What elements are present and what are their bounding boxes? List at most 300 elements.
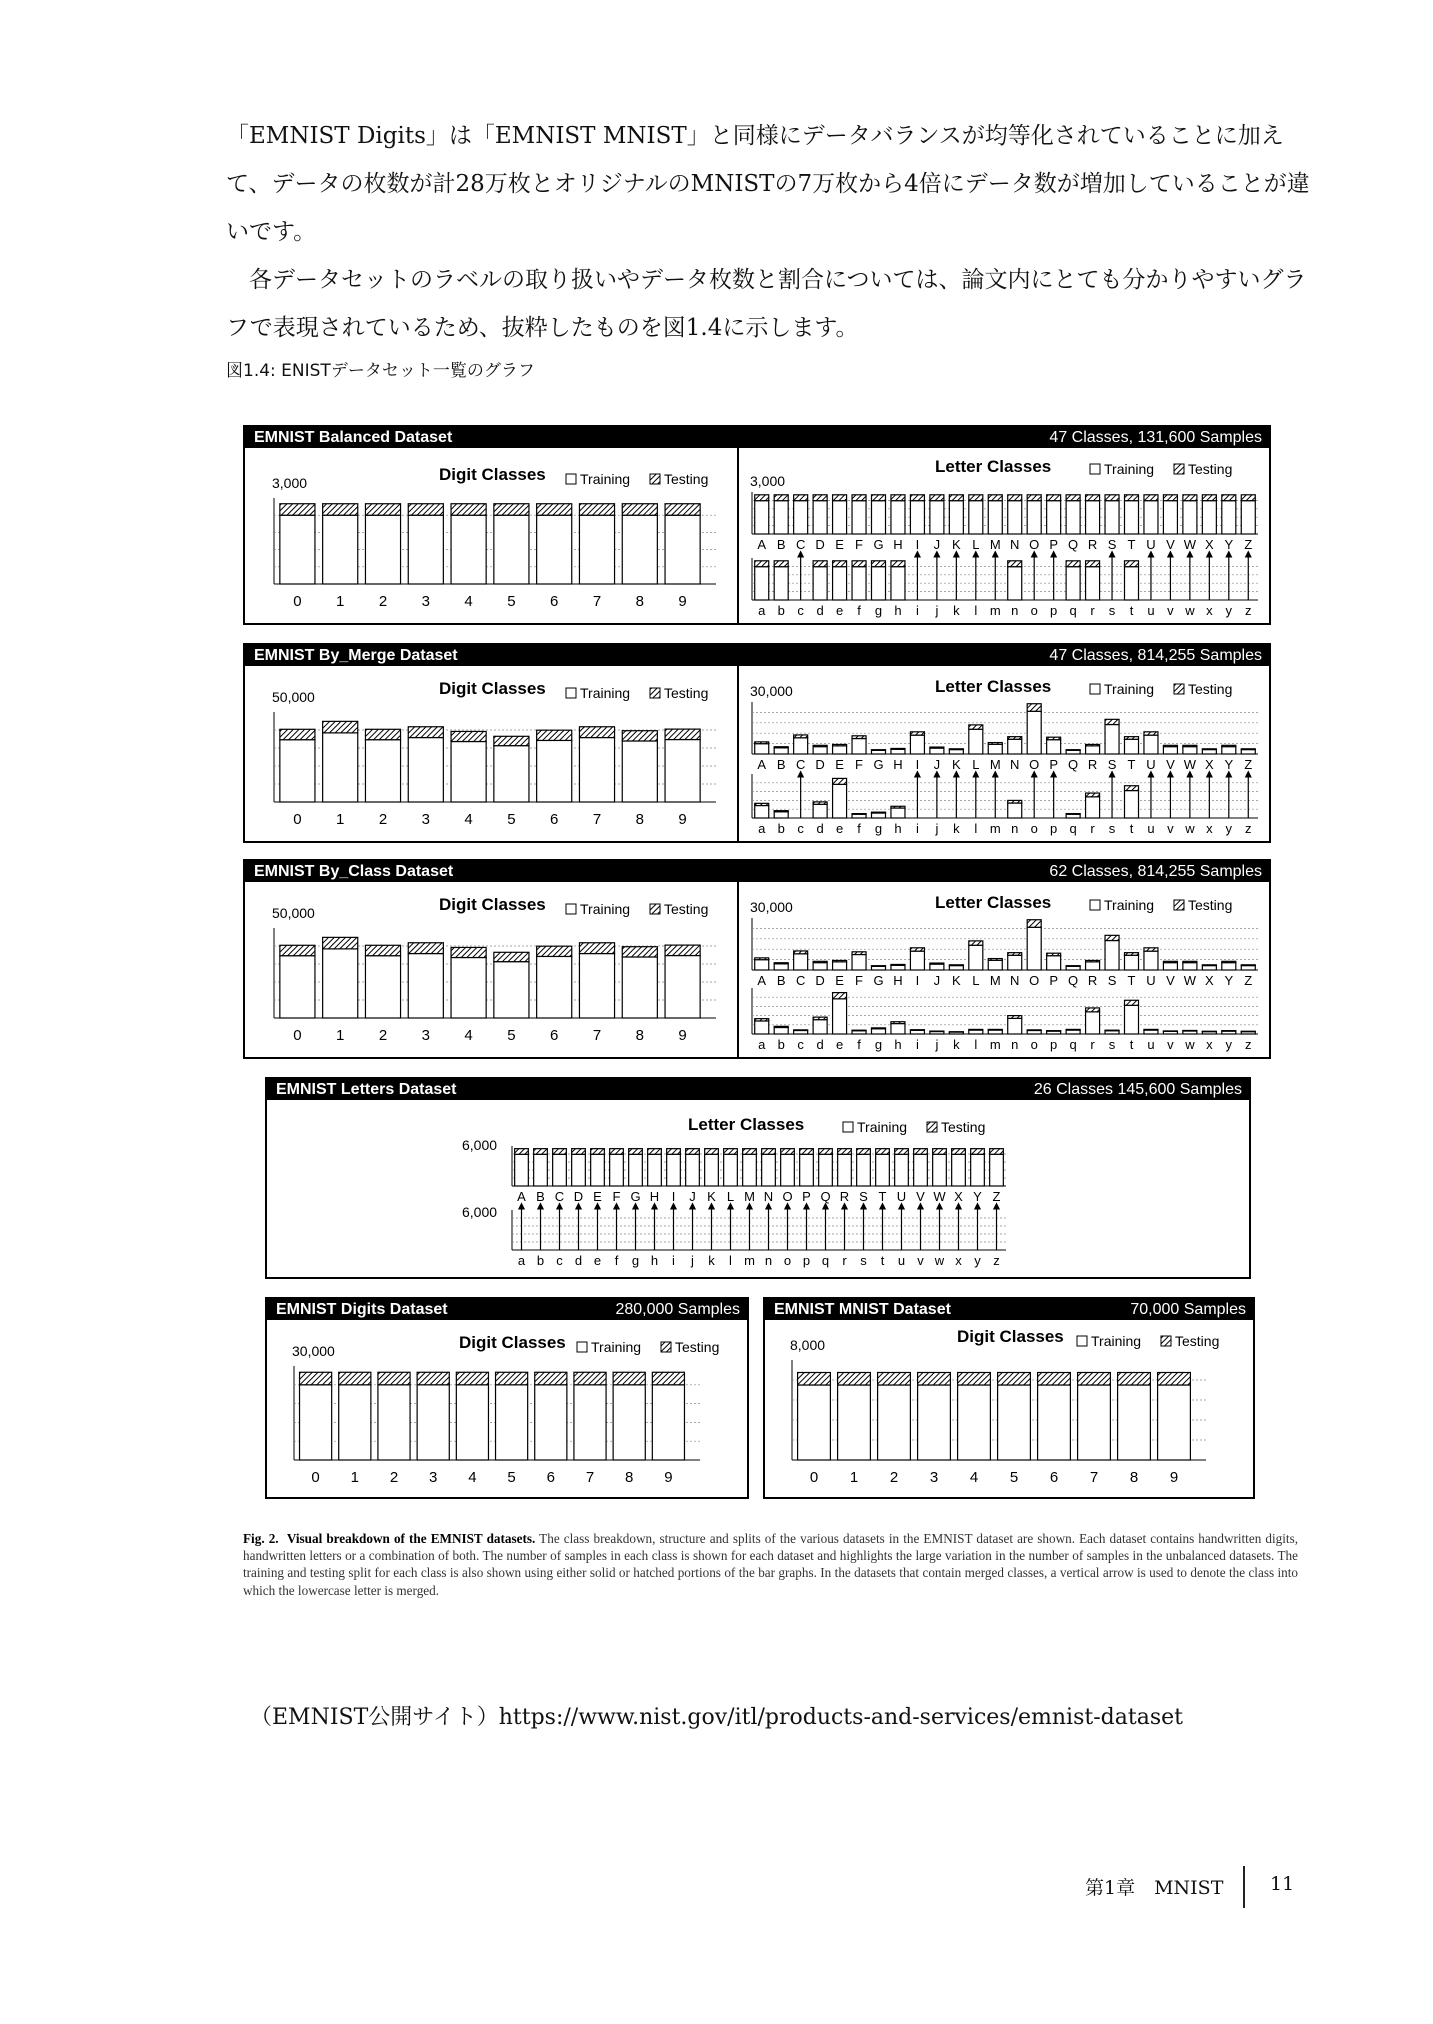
letter-lower-bar-testing <box>1086 1008 1100 1012</box>
upper-letter-tick: A <box>517 1189 526 1204</box>
lower-letter-tick: m <box>744 1253 755 1268</box>
digit-tick-label: 4 <box>468 1469 477 1486</box>
legend-testing-label: Testing <box>1188 897 1233 913</box>
lower-letter-tick: d <box>816 603 824 618</box>
lower-letter-tick: q <box>1069 1037 1077 1052</box>
legend-training-swatch <box>1090 464 1100 474</box>
letter-lower-bar-training <box>813 804 827 818</box>
letter-lower-bar-training <box>833 999 847 1034</box>
letter-lower-bar-testing <box>833 778 847 784</box>
letter-upper-bar-testing <box>1222 495 1236 501</box>
letter-upper-bar-testing <box>949 965 963 966</box>
lower-letter-tick: i <box>915 821 919 836</box>
legend-training-label: Training <box>591 1339 642 1355</box>
digit-bar-training <box>665 740 700 802</box>
letter-upper-bar-testing <box>743 1149 757 1155</box>
letter-lower-bar-training <box>1008 803 1022 818</box>
letter-lower-bar-testing <box>813 802 827 804</box>
letter-lower-bar-testing <box>1066 561 1080 567</box>
dataset-info: 47 Classes, 131,600 Samples <box>1049 429 1262 446</box>
digit-bar-testing <box>494 504 529 515</box>
digit-bar-testing <box>622 504 657 515</box>
upper-letter-tick: Y <box>973 1189 982 1204</box>
digit-tick-label: 5 <box>507 593 516 610</box>
lower-letter-tick: c <box>556 1253 563 1268</box>
letter-upper-bar-testing <box>686 1149 700 1155</box>
letter-lower-bar-training <box>891 1024 905 1034</box>
letter-upper-bar-testing <box>833 960 847 961</box>
letter-lower-bar-testing <box>871 561 885 567</box>
upper-letter-tick: T <box>1127 973 1136 988</box>
letter-chart-heading: Letter Classes <box>935 677 1052 696</box>
letter-upper-bar-testing <box>1047 737 1061 740</box>
letter-lower-bar-testing <box>1124 561 1138 567</box>
letter-upper-bar-training <box>1144 951 1158 970</box>
letter-upper-bar-testing <box>515 1149 529 1155</box>
letter-upper-bar-training <box>1008 739 1022 754</box>
digit-bar-training <box>613 1385 645 1460</box>
lower-letter-tick: v <box>917 1253 924 1268</box>
letter-upper-bar-training <box>591 1154 605 1186</box>
legend-training-label: Training <box>1104 681 1155 697</box>
upper-letter-tick: N <box>1010 537 1020 552</box>
upper-letter-tick: H <box>893 973 903 988</box>
digit-tick-label: 9 <box>678 593 687 610</box>
letter-upper-bar-training <box>762 1154 776 1186</box>
letter-lower-bar-training <box>891 808 905 818</box>
digit-tick-label: 0 <box>311 1469 320 1486</box>
lower-letter-tick: u <box>1147 1037 1155 1052</box>
letter-upper-bar-training <box>876 1154 890 1186</box>
lower-letter-tick: w <box>1185 821 1195 836</box>
letter-upper-bar-testing <box>969 941 983 945</box>
dataset-title: EMNIST Digits Dataset <box>276 1301 448 1318</box>
digit-bar-training <box>339 1385 371 1460</box>
digit-tick-label: 8 <box>625 1469 634 1486</box>
letter-upper-bar-training <box>1124 739 1138 754</box>
upper-letter-tick: C <box>795 973 806 988</box>
upper-letter-tick: M <box>989 973 1001 988</box>
letter-upper-bar-testing <box>1105 719 1119 724</box>
lower-letter-tick: b <box>777 1037 785 1052</box>
upper-letter-tick: Y <box>1224 537 1234 552</box>
upper-letter-tick: C <box>554 1189 565 1204</box>
letter-upper-bar-training <box>774 748 788 754</box>
digit-tick-label: 5 <box>1009 1469 1019 1486</box>
letter-upper-bar-testing <box>1163 745 1177 746</box>
lower-letter-tick: r <box>1090 1037 1095 1052</box>
letter-lower-bar-training <box>871 567 885 600</box>
letter-upper-bar-training <box>1222 747 1236 754</box>
legend-training-label: Training <box>1104 461 1155 477</box>
lower-letter-tick: f <box>614 1253 619 1268</box>
legend-training-label: Training <box>580 901 631 917</box>
upper-letter-tick: M <box>989 537 1001 552</box>
letter-upper-bar-testing <box>794 951 808 954</box>
upper-letter-tick: M <box>989 757 1001 772</box>
letter-upper-bar-testing <box>1027 920 1041 928</box>
lower-letter-tick: a <box>758 603 766 618</box>
upper-letter-tick: J <box>689 1189 696 1204</box>
letter-lower-bar-training <box>1124 1005 1138 1034</box>
letter-upper-bar-training <box>1124 955 1138 970</box>
lower-letter-tick: c <box>797 821 804 836</box>
letter-upper-bar-testing <box>1241 965 1255 966</box>
lower-letter-tick: c <box>797 1037 804 1052</box>
digit-bar-testing <box>579 943 614 954</box>
upper-letter-tick: K <box>707 1189 716 1204</box>
upper-letter-tick: I <box>915 973 920 988</box>
lower-letter-tick: v <box>1167 821 1174 836</box>
letter-upper-bar-testing <box>819 1149 833 1155</box>
letter-upper-bar-training <box>813 501 827 534</box>
lower-letter-tick: h <box>894 821 902 836</box>
legend-training-swatch <box>566 904 576 914</box>
letter-upper-bar-training <box>1105 501 1119 534</box>
letter-upper-bar-training <box>774 501 788 534</box>
digit-tick-label: 4 <box>464 811 473 828</box>
digit-bar-training <box>365 515 400 584</box>
upper-letter-tick: S <box>1107 973 1117 988</box>
digit-tick-label: 1 <box>849 1469 859 1486</box>
digit-bar-training <box>300 1385 332 1460</box>
letter-upper-bar-training <box>629 1154 643 1186</box>
legend-testing-label: Testing <box>1188 681 1233 697</box>
letter-lower-bar-training <box>833 784 847 818</box>
digit-tick-label: 3 <box>421 1027 430 1044</box>
digit-bar-training <box>622 957 657 1018</box>
source-link: （EMNIST公開サイト）https://www.nist.gov/itl/products-and-services/emnist-dataset <box>250 1705 1183 1730</box>
dataset-info: 47 Classes, 814,255 Samples <box>1049 647 1262 664</box>
letter-upper-bar-training <box>813 963 827 970</box>
digit-bar-training <box>665 956 700 1018</box>
legend-training-swatch <box>566 474 576 484</box>
letter-upper-bar-training <box>949 966 963 970</box>
letter-upper-bar-training <box>515 1154 529 1186</box>
upper-letter-tick: I <box>915 757 920 772</box>
letter-upper-bar-training <box>891 749 905 754</box>
letter-lower-bar-testing <box>794 1030 808 1031</box>
lower-letter-tick: t <box>1129 821 1134 836</box>
lower-letter-tick: r <box>1090 603 1095 618</box>
letter-lower-bar-testing <box>813 1017 827 1020</box>
digit-bar-testing <box>408 504 443 515</box>
letter-upper-bar-testing <box>1086 960 1100 961</box>
lower-letter-tick: g <box>631 1253 640 1268</box>
upper-letter-tick: Z <box>1244 757 1253 772</box>
letter-upper-bar-training <box>990 1154 1004 1186</box>
legend-training-label: Training <box>1091 1333 1142 1349</box>
letter-upper-bar-training <box>949 750 963 754</box>
letter-upper-bar-testing <box>648 1149 662 1155</box>
letter-upper-bar-testing <box>781 1149 795 1155</box>
upper-letter-tick: Q <box>820 1189 831 1204</box>
legend-training-swatch <box>1090 900 1100 910</box>
letter-upper-bar-training <box>1241 750 1255 754</box>
letter-upper-bar-testing <box>1047 495 1061 501</box>
digit-y-max-label: 8,000 <box>790 1337 826 1353</box>
figure-bold-title: Visual breakdown of the EMNIST datasets. <box>286 1531 536 1546</box>
letter-upper-bar-training <box>1183 747 1197 754</box>
upper-letter-tick: L <box>972 537 980 552</box>
legend-testing-swatch <box>1174 684 1184 694</box>
letter-upper-bar-testing <box>988 743 1002 745</box>
digit-tick-label: 5 <box>507 1027 516 1044</box>
upper-letter-tick: N <box>1010 757 1020 772</box>
upper-letter-tick: H <box>893 757 903 772</box>
letter-lower-bar-training <box>813 567 827 600</box>
letter-lower-bar-testing <box>1086 561 1100 567</box>
lower-letter-tick: n <box>1011 821 1019 836</box>
upper-letter-tick: A <box>757 757 767 772</box>
digit-bar-training <box>622 741 657 802</box>
letter-upper-bar-testing <box>705 1149 719 1155</box>
upper-letter-tick: K <box>952 973 961 988</box>
letter-upper-bar-testing <box>572 1149 586 1155</box>
letter-upper-bar-testing <box>813 495 827 501</box>
letter-lower-bar-testing <box>891 561 905 567</box>
letter-upper-bar-testing <box>833 495 847 501</box>
letter-upper-bar-training <box>755 501 769 534</box>
lower-letter-tick: z <box>1245 603 1252 618</box>
letter-upper-bar-testing <box>755 742 769 744</box>
upper-letter-tick: Y <box>1224 973 1234 988</box>
digit-bar-training <box>1158 1385 1191 1460</box>
upper-letter-tick: A <box>757 973 767 988</box>
lower-letter-tick: g <box>874 603 883 618</box>
letter-upper-bar-training <box>988 744 1002 754</box>
digit-bar-training <box>798 1385 831 1460</box>
letter-upper-bar-testing <box>1202 965 1216 966</box>
letter-upper-bar-training <box>930 964 944 970</box>
legend-training-label: Training <box>857 1119 908 1135</box>
upper-letter-tick: O <box>782 1189 793 1204</box>
digit-chart-heading: Digit Classes <box>957 1327 1064 1346</box>
letter-upper-bar-testing <box>1222 961 1236 962</box>
digit-bar-testing <box>1118 1373 1151 1386</box>
letter-upper-bar-testing <box>1124 737 1138 740</box>
lower-letter-tick: u <box>1147 603 1155 618</box>
upper-letter-tick: G <box>630 1189 641 1204</box>
lower-letter-tick: e <box>835 821 844 836</box>
lower-letter-tick: k <box>708 1253 715 1268</box>
letter-upper-bar-testing <box>1183 961 1197 962</box>
letter-upper-bar-training <box>1163 963 1177 970</box>
digit-bar-testing <box>665 945 700 955</box>
upper-letter-tick: N <box>763 1189 774 1204</box>
letter-upper-bar-training <box>1163 501 1177 534</box>
letter-upper-bar-testing <box>1047 953 1061 956</box>
letter-upper-bar-training <box>1183 963 1197 970</box>
upper-letter-tick: K <box>952 757 961 772</box>
digit-bar-training <box>494 515 529 584</box>
upper-letter-tick: W <box>1183 537 1197 552</box>
upper-letter-tick: N <box>1010 973 1020 988</box>
letter-upper-bar-training <box>755 744 769 754</box>
letter-upper-bar-training <box>1222 963 1236 970</box>
letter-upper-bar-training <box>686 1154 700 1186</box>
digit-bar-training <box>958 1385 991 1460</box>
digit-bar-testing <box>280 729 315 739</box>
letter-upper-bar-testing <box>1163 495 1177 501</box>
letter-lower-bar-testing <box>1222 1031 1236 1032</box>
letter-upper-bar-training <box>1241 966 1255 970</box>
letter-upper-bar-testing <box>857 1149 871 1155</box>
letter-upper-bar-testing <box>774 963 788 964</box>
letter-upper-bar-training <box>1008 501 1022 534</box>
digit-tick-label: 6 <box>550 593 559 610</box>
letter-upper-bar-training <box>833 501 847 534</box>
letter-lower-bar-testing <box>813 561 827 567</box>
letter-lower-bar-testing <box>1066 814 1080 815</box>
letters-lower-y-max-label: 6,000 <box>462 1204 498 1220</box>
figure-caption: 図1.4: ENISTデータセット一覧のグラフ <box>226 361 535 381</box>
lower-letter-tick: j <box>935 603 939 618</box>
digit-tick-label: 4 <box>464 1027 473 1044</box>
upper-letter-tick: X <box>1205 757 1214 772</box>
letter-lower-bar-training <box>1124 567 1138 600</box>
upper-letter-tick: E <box>835 973 844 988</box>
letter-chart-heading: Letter Classes <box>935 457 1052 476</box>
digit-bar-testing <box>579 504 614 515</box>
digit-tick-label: 7 <box>1089 1469 1099 1486</box>
lower-letter-tick: z <box>993 1253 1000 1268</box>
digit-bar-training <box>408 515 443 584</box>
letter-upper-bar-testing <box>1008 495 1022 501</box>
figure-source-caption <box>243 1530 1298 1599</box>
lower-letter-tick: s <box>860 1253 867 1268</box>
letter-chart-heading: Letter Classes <box>935 893 1052 912</box>
digit-bar-training <box>574 1385 606 1460</box>
letter-upper-bar-training <box>724 1154 738 1186</box>
digit-bar-testing <box>878 1373 911 1386</box>
digit-tick-label: 3 <box>929 1469 939 1486</box>
digit-tick-label: 4 <box>969 1469 979 1486</box>
upper-letter-tick: X <box>1205 973 1214 988</box>
letter-upper-bar-training <box>1086 962 1100 970</box>
letter-lower-bar-testing <box>1124 1000 1138 1005</box>
upper-letter-tick: W <box>1183 757 1197 772</box>
letter-lower-bar-training <box>891 567 905 600</box>
lower-letter-tick: x <box>1206 603 1213 618</box>
letter-upper-bar-training <box>1202 750 1216 754</box>
upper-letter-tick: Q <box>1068 973 1079 988</box>
letter-upper-bar-training <box>930 748 944 754</box>
letter-upper-bar-training <box>969 729 983 754</box>
letter-upper-bar-training <box>813 747 827 754</box>
lower-letter-tick: r <box>1090 821 1095 836</box>
digit-tick-label: 5 <box>507 1469 516 1486</box>
letter-upper-bar-testing <box>990 1149 1004 1155</box>
legend-testing-swatch <box>661 1342 671 1352</box>
digit-bar-testing <box>918 1373 951 1386</box>
digit-tick-label: 6 <box>550 1027 559 1044</box>
letter-upper-bar-training <box>1066 501 1080 534</box>
digit-tick-label: 7 <box>592 811 602 828</box>
lower-letter-tick: b <box>536 1253 545 1268</box>
upper-letter-tick: G <box>873 757 884 772</box>
letter-lower-bar-testing <box>969 1029 983 1030</box>
dataset-title: EMNIST By_Class Dataset <box>254 863 454 880</box>
letter-lower-bar-testing <box>1183 1030 1197 1031</box>
digit-bar-testing <box>494 736 529 745</box>
upper-letter-tick: V <box>1166 757 1175 772</box>
upper-letter-tick: V <box>1166 537 1175 552</box>
digit-bar-training <box>1038 1385 1071 1460</box>
letter-upper-bar-testing <box>949 749 963 750</box>
upper-letter-tick: J <box>933 537 941 552</box>
digit-tick-label: 2 <box>378 593 388 610</box>
upper-letter-tick: C <box>795 537 806 552</box>
letter-upper-bar-training <box>914 1154 928 1186</box>
letter-upper-bar-training <box>1105 725 1119 754</box>
upper-letter-tick: U <box>1146 757 1156 772</box>
letter-upper-bar-testing <box>610 1149 624 1155</box>
legend-testing-label: Testing <box>664 685 709 701</box>
lower-letter-tick: n <box>764 1253 773 1268</box>
emnist-figure <box>240 420 1300 1520</box>
digit-y-max-label: 30,000 <box>292 1343 335 1359</box>
letter-upper-bar-testing <box>813 961 827 962</box>
letter-upper-bar-training <box>852 739 866 754</box>
upper-letter-tick: S <box>1107 757 1117 772</box>
letter-lower-bar-training <box>774 1027 788 1034</box>
letter-upper-bar-testing <box>1027 495 1041 501</box>
letter-upper-bar-testing <box>949 495 963 501</box>
letter-upper-bar-testing <box>1124 953 1138 956</box>
digit-bar-testing <box>323 504 358 515</box>
digit-tick-label: 0 <box>293 811 302 828</box>
digit-bar-training <box>494 962 529 1018</box>
digit-tick-label: 7 <box>592 1027 602 1044</box>
letter-upper-bar-training <box>833 746 847 754</box>
letter-upper-bar-training <box>534 1154 548 1186</box>
digit-bar-training <box>579 954 614 1018</box>
letter-upper-bar-testing <box>591 1149 605 1155</box>
digit-tick-label: 2 <box>389 1469 399 1486</box>
digit-tick-label: 8 <box>1129 1469 1139 1486</box>
letter-lower-bar-testing <box>755 561 769 567</box>
digit-bar-testing <box>280 945 315 955</box>
footer-divider <box>1243 1866 1245 1908</box>
letter-upper-bar-training <box>969 945 983 970</box>
digit-tick-label: 3 <box>421 593 430 610</box>
digit-bar-testing <box>365 729 400 739</box>
upper-letter-tick: B <box>776 757 786 772</box>
lower-letter-tick: n <box>1011 603 1019 618</box>
letter-upper-bar-training <box>1027 501 1041 534</box>
legend-testing-swatch <box>927 1122 937 1132</box>
letter-upper-bar-training <box>774 964 788 970</box>
digit-chart-heading: Digit Classes <box>439 895 546 914</box>
letter-upper-bar-training <box>1086 501 1100 534</box>
upper-letter-tick: U <box>896 1189 907 1204</box>
digit-bar-training <box>665 515 700 584</box>
digit-bar-training <box>838 1385 871 1460</box>
digit-bar-training <box>1078 1385 1111 1460</box>
lower-letter-tick: j <box>935 821 939 836</box>
letter-upper-bar-training <box>1047 956 1061 970</box>
letter-upper-bar-training <box>1144 735 1158 754</box>
digit-bar-testing <box>622 731 657 741</box>
letter-upper-bar-testing <box>1144 732 1158 735</box>
letter-upper-bar-testing <box>1241 495 1255 501</box>
lower-letter-tick: q <box>821 1253 830 1268</box>
digit-bar-training <box>451 958 486 1018</box>
lower-letter-tick: p <box>802 1253 811 1268</box>
letter-upper-bar-training <box>1086 746 1100 754</box>
upper-letter-tick: D <box>815 537 825 552</box>
